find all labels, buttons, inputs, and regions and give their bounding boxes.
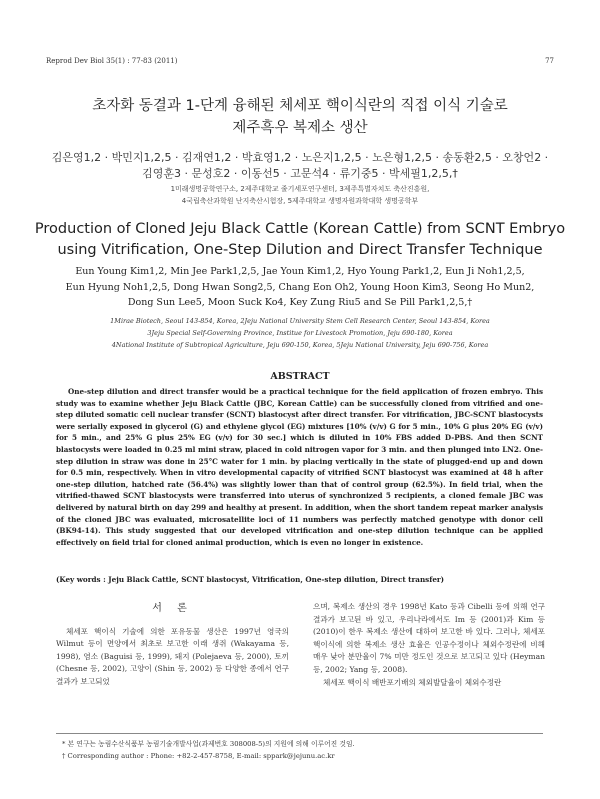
korean-authors-line2: 김영훈3 · 문성호2 · 이동선5 · 고문석4 · 류기중5 · 박세필1,2,5,† xyxy=(142,167,458,180)
english-authors-line3: Dong Sun Lee5, Moon Suck Ko4, Key Zung Riu5 and Se Pill Park1,2,5,† xyxy=(127,297,473,308)
english-authors-line1: Eun Young Kim1,2, Min Jee Park1,2,5, Jae Youn Kim1,2, Hyo Young Park1,2, Eun Ji Noh1,2,5, xyxy=(75,266,525,277)
intro-right-paragraph-2: 체세포 핵이식 배반포기배의 체외발달율이 체외수정란 xyxy=(323,677,502,687)
english-affiliations xyxy=(40,315,560,351)
footnote-funding: * 본 연구는 농림수산식품부 농림기술개발사업(과제번호 308008-5)의 지원에 의해 이루어진 것임. xyxy=(62,740,355,748)
english-authors xyxy=(50,264,550,311)
english-aff-line2: 3Jeju Special Self-Governing Province, Institue for Livestock Promotion, Jeju 690-180, Korea xyxy=(147,329,453,337)
english-title-line1: Production of Cloned Jeju Black Cattle (Korean Cattle) from SCNT Embryo xyxy=(34,221,566,237)
korean-title xyxy=(30,95,570,139)
footnote-divider xyxy=(56,733,543,734)
footnote-corresponding: † Corresponding author : Phone: +82-2-457-8758, E-mail: sppark@jejunu.ac.kr xyxy=(62,752,335,760)
korean-aff-line1: 1미래생명공학연구소, 2제주대학교 줄기세포연구센터, 3제주특별자치도 축산진흥원, xyxy=(170,185,430,193)
korean-affiliations xyxy=(40,183,560,207)
right-column xyxy=(313,601,545,689)
english-title-line2: using Vitrification, One-Step Dilution and Direct Transfer Technique xyxy=(57,242,543,258)
left-column xyxy=(56,601,289,689)
english-authors-line2: Eun Hyung Noh1,2,5, Dong Hwan Song2,5, Chang Eon Oh2, Young Hoon Kim3, Seong Ho Mun2, xyxy=(65,281,535,293)
intro-left-paragraph: 체세포 핵이식 기술에 의한 포유동물 생산은 1997년 영국의 Wilmut 등이 면양에서 최초로 보고한 이래 생쥐 (Wakayama 등, 1998), 염소 (Baguisi 등, 1999), 돼지 (Polejaeva 등, 2000), 토끼 (Chesne 등, 2002), 고양이 (Shin 등, 2002) 등 다양한 종에서 연구 결과가 보고되었 xyxy=(56,626,289,686)
intro-right-paragraph-1: 으며, 복제소 생산의 경우 1998년 Kato 등과 Cibelli 등에 의해 연구 결과가 보고된 바 있고, 우리나라에서도 Im 등 (2001)과 Kim 등 (2010)이 한우 복제소 생산에 대하여 보고한 바 있다. 그러나, 체세포 핵이식에 의한 복제소 생산 효율은 인공수정이나 체외수정란에 비해 매우 낮아 분만율이 7% 미만 정도인 것으로 보고되고 있다 (Heyman 등, 2002; Yang 등, 2008). xyxy=(313,602,545,674)
abstract-body xyxy=(56,386,543,548)
english-aff-line3: 4National Institute of Subtropical Agriculture, Jeju 690-150, Korea, 5Jeju National University, Jeju 690-756, Korea xyxy=(111,341,489,349)
korean-authors xyxy=(30,150,570,182)
abstract-text: One-step dilution and direct transfer would be a practical technique for the field application of frozen embryo. This study was to examine whether Jeju Black Cattle (JBC, Korean Cattle) can be successfully cloned from vitrified and one-step diluted somatic cell nuclear transfer (SCNT) blastocyst after direct transfer. For vitrification, JBC-SCNT blastocysts were serially exposed in glycerol (G) and ethylene glycol (EG) mixtures [10% (v/v) G for 5 min., 10% G plus 20% EG (v/v) for 5 min., and 25% G plus 25% EG (v/v) for 30 sec.] which is diluted in 10% FBS added D-PBS. And then SCNT blastocysts were loaded in 0.25 ml mini straw, placed in cold nitrogen vapor for 3 min. and then plunged into LN2. One-step dilution in straw was done in 25°C water for 1 min. by placing vertically in the state of plugged-end up and down for 0.5 min, respectively. When in vitro developmental capacity of vitrified SCNT blastocyst was examined at 48 h after one-step dilution, hatched rate (56.4%) was slightly lower than that of control group (62.5%). In field trial, when the vitrified-thawed SCNT blastocysts were transferred into uterus of synchronized 5 recipients, a cloned female JBC was delivered by natural birth on day 299 and healthy at present. In addition, when the short tandem repeat marker analysis of the cloned JBC was evaluated, microsatellite loci of 11 numbers was perfectly matched genotype with donor cell (BK94-14). This study suggested that our developed vitrification and one-step dilution technique can be applied effectively on field trial for cloned animal production, which is even no longer in existence. xyxy=(56,387,543,547)
keywords: (Key words : Jeju Black Cattle, SCNT blastocyst, Vitrification, One-step dilution, Direct transfer) xyxy=(56,575,445,584)
korean-title-line2: 제주흑우 복제소 생산 xyxy=(232,120,368,136)
running-header xyxy=(46,57,554,67)
page-number: 77 xyxy=(545,57,554,65)
intro-heading: 서 론 xyxy=(152,603,193,614)
footnotes xyxy=(62,738,543,762)
english-aff-line1: 1Mirae Biotech, Seoul 143-854, Korea, 2Jeju National University Stem Cell Research Center, Seoul 143-854, Korea xyxy=(110,317,490,325)
korean-title-line1: 초자화 동결과 1-단계 융해된 체세포 핵이식란의 직접 이식 기술로 xyxy=(92,98,508,114)
journal-citation: Reprod Dev Biol 35(1) : 77-83 (2011) xyxy=(46,57,178,65)
korean-authors-line1: 김은영1,2 · 박민지1,2,5 · 김재연1,2 · 박효영1,2 · 노은지1,2,5 · 노은형1,2,5 · 송동환2,5 · 오창언2 · xyxy=(51,151,549,164)
abstract-heading: ABSTRACT xyxy=(270,371,330,382)
korean-aff-line2: 4국립축산과학원 난지축산시험장, 5제주대학교 생명자원과학대학 생명공학부 xyxy=(181,197,419,205)
english-title xyxy=(28,219,572,261)
